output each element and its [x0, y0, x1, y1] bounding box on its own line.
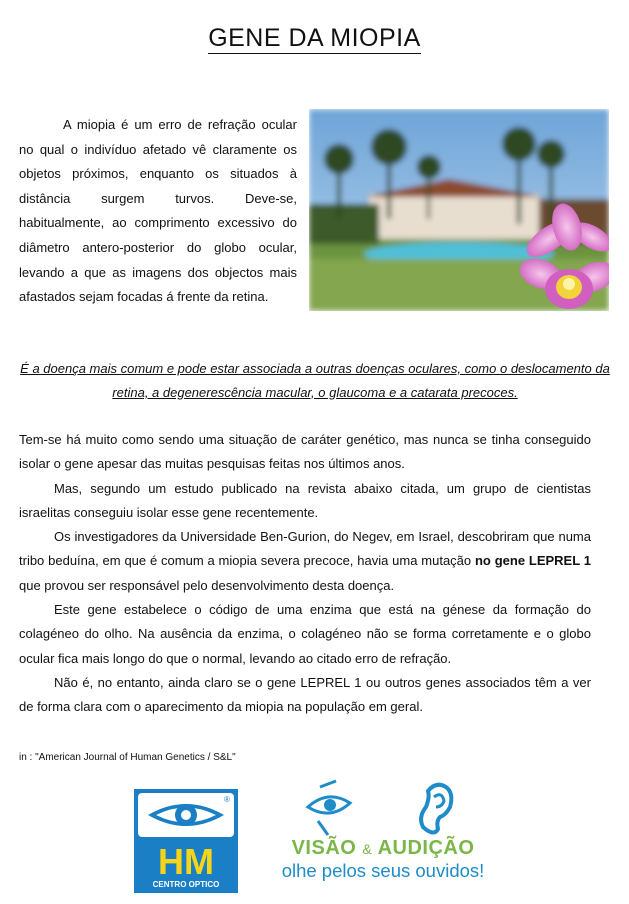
eye-outline-icon — [308, 781, 350, 835]
article-body — [19, 428, 591, 720]
page-title: GENE DA MIOPIA — [208, 24, 421, 52]
paragraph-enzyme: Este gene estabelece o código de uma enzima que está na génese da formação do colagéneo do olho. Na ausência da enzima, o colagéneo não se forma corretamente e o globo ocular fica mais longo do que o normal, levando ao citado erro de refração. — [19, 602, 591, 666]
garden-photo — [309, 109, 609, 311]
hm-centro-optico-logo — [134, 789, 238, 893]
paragraph-researchers: Os investigadores da Universidade Ben-Gurion, do Negev, em Israel, descobriram que numa tribo beduína, em que é comum a miopia severa precoce, havia uma mutação no gene LEPREL 1 que provou ser responsável pelo desenvolvimento desta doença. — [19, 529, 591, 593]
source-citation: in : "American Journal of Human Genetics / S&L" — [19, 752, 236, 763]
svg-text:®: ® — [224, 795, 230, 804]
svg-text:CENTRO OPTICO: CENTRO OPTICO — [152, 880, 220, 889]
paragraph-genetic: Tem-se há muito como sendo uma situação de caráter genético, mas nunca se tinha conseguido isolar o gene apesar das muitas pesquisas feitas nos últimos anos. — [19, 432, 591, 472]
svg-text:HM: HM — [158, 841, 214, 882]
paragraph-conclusion: Não é, no entanto, ainda claro se o gene LEPREL 1 ou outros genes associados têm a ver de forma clara com o aparecimento da miopia na população em geral. — [19, 674, 591, 715]
paragraph-study: Mas, segundo um estudo publicado na revista abaixo citada, um grupo de cientistas israelitas conseguiu isolar esse gene recentemente. — [19, 480, 591, 520]
visao-audicao-text: VISÃO & AUDIÇÃO olhe pelos seus ouvidos! — [258, 837, 508, 882]
highlight-statement: É a doença mais comum e pode estar associada a outras doenças oculares, como o deslocamento da retina, a degenerescência macular, o glaucoma e a catarata precoces. — [20, 361, 610, 400]
ear-icon — [421, 785, 451, 833]
intro-paragraph: A miopia é um erro de refração ocular no qual o indivíduo afetado vê claramente os objetos próximos, enquanto os situados à distância surgem turvos. Deve-se, habitualmente, ao comprimento excessivo do diâmetro antero-posterior do globo ocular, levando a que as imagens dos objectos mais afastados sejam focadas á frente da retina. — [19, 117, 297, 305]
gene-name-bold: no gene LEPREL 1 — [474, 553, 591, 569]
tagline: olhe pelos seus ouvidos! — [281, 860, 485, 881]
